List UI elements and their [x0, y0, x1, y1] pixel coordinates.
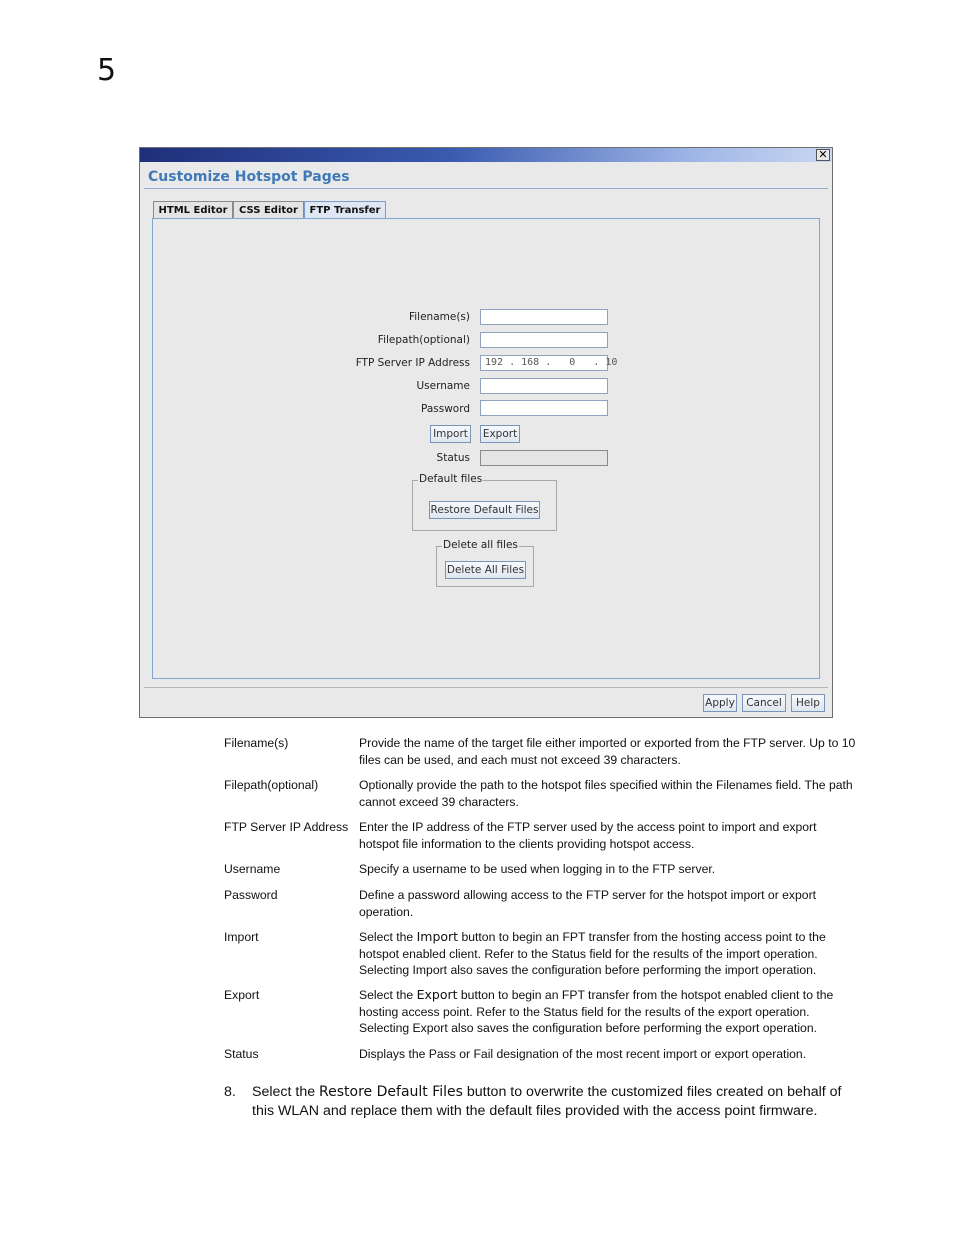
step-text [252, 1083, 864, 1121]
export-button[interactable]: Export [480, 425, 520, 443]
title-divider [144, 188, 828, 189]
step-keyword: Restore Default Files [319, 1084, 463, 1100]
desc-text [359, 987, 859, 1037]
restore-default-files-button[interactable]: Restore Default Files [429, 501, 540, 519]
desc-text-post: button to begin an FPT transfer from the hotspot enabled client to the hosting access point. Refer to the Status field for the results of the export operation. Selecting Export also saves the configuration before performing the export operation. [359, 988, 834, 1035]
desc-text: Specify a username to be used when logging in to the FTP server. [359, 862, 716, 876]
apply-button[interactable]: Apply [703, 694, 737, 712]
footer-divider [144, 687, 828, 688]
desc-text: Provide the name of the target file either imported or exported from the FTP server. Up to 10 files can be used, and each must not exceed 39 characters. [359, 736, 856, 767]
desc-term: FTP Server IP Address [224, 820, 349, 834]
ftp-ip-label: FTP Server IP Address [355, 357, 470, 369]
username-input[interactable] [480, 378, 608, 394]
dialog-title: Customize Hotspot Pages [148, 169, 350, 185]
desc-term: Filepath(optional) [224, 778, 319, 792]
delete-all-files-button[interactable]: Delete All Files [445, 561, 526, 579]
default-files-legend: Default files [419, 473, 483, 485]
step-text-pre: Select the [252, 1084, 320, 1100]
tab-ftp-transfer[interactable]: FTP Transfer [304, 201, 386, 219]
password-input[interactable] [480, 400, 608, 416]
filenames-input[interactable] [480, 309, 608, 325]
step-text-post: button to overwrite the customized files created on behalf of this WLAN and replace them with the default files provided with the access point firmware. [252, 1084, 842, 1119]
status-label: Status [436, 452, 470, 464]
desc-term: Status [224, 1047, 259, 1061]
import-button[interactable]: Import [430, 425, 471, 443]
desc-term: Import [224, 930, 259, 944]
password-label: Password [420, 403, 470, 415]
desc-term: Password [224, 888, 278, 902]
desc-term: Export [224, 988, 260, 1002]
username-label: Username [416, 380, 470, 392]
delete-all-files-legend: Delete all files [443, 539, 518, 551]
step-number: 8. [224, 1084, 236, 1100]
title-bar[interactable] [140, 148, 832, 162]
filepath-label: Filepath(optional) [377, 334, 470, 346]
desc-text: Define a password allowing access to the FTP server for the hotspot import or export operation. [359, 888, 817, 919]
ftp-ip-input[interactable]: 192 . 168 . 0 . 10 [480, 355, 608, 371]
customize-hotspot-dialog [139, 147, 833, 718]
tab-css-editor[interactable]: CSS Editor [233, 201, 304, 218]
desc-keyword: Export [416, 987, 458, 1002]
desc-text: Displays the Pass or Fail designation of the most recent import or export operation. [359, 1047, 807, 1061]
desc-text: Enter the IP address of the FTP server used by the access point to import and export hotspot file information to the clients providing hotspot access. [359, 820, 817, 851]
tab-html-editor[interactable]: HTML Editor [153, 201, 233, 218]
desc-text-pre: Select the [359, 930, 417, 944]
desc-text: Optionally provide the path to the hotspot files specified within the Filenames field. The path cannot exceed 39 characters. [359, 778, 853, 809]
ftp-transfer-panel [152, 218, 820, 679]
delete-all-files-group [436, 539, 534, 587]
desc-text [359, 929, 859, 979]
desc-term: Filename(s) [224, 736, 289, 750]
default-files-group [412, 473, 557, 531]
status-field [480, 450, 608, 466]
cancel-button[interactable]: Cancel [742, 694, 786, 712]
filepath-input[interactable] [480, 332, 608, 348]
close-icon[interactable]: ✕ [816, 149, 830, 161]
desc-text-post: button to begin an FPT transfer from the hosting access point to the hotspot enabled client. Refer to the Status field for the results of the import operation. Selecting Import also saves the configuration before performing the import operation. [359, 930, 826, 977]
help-button[interactable]: Help [791, 694, 825, 712]
chapter-number: 5 [97, 53, 117, 88]
desc-term: Username [224, 862, 281, 876]
filenames-label: Filename(s) [408, 311, 470, 323]
desc-text-pre: Select the [359, 988, 417, 1002]
desc-keyword: Import [416, 929, 459, 944]
